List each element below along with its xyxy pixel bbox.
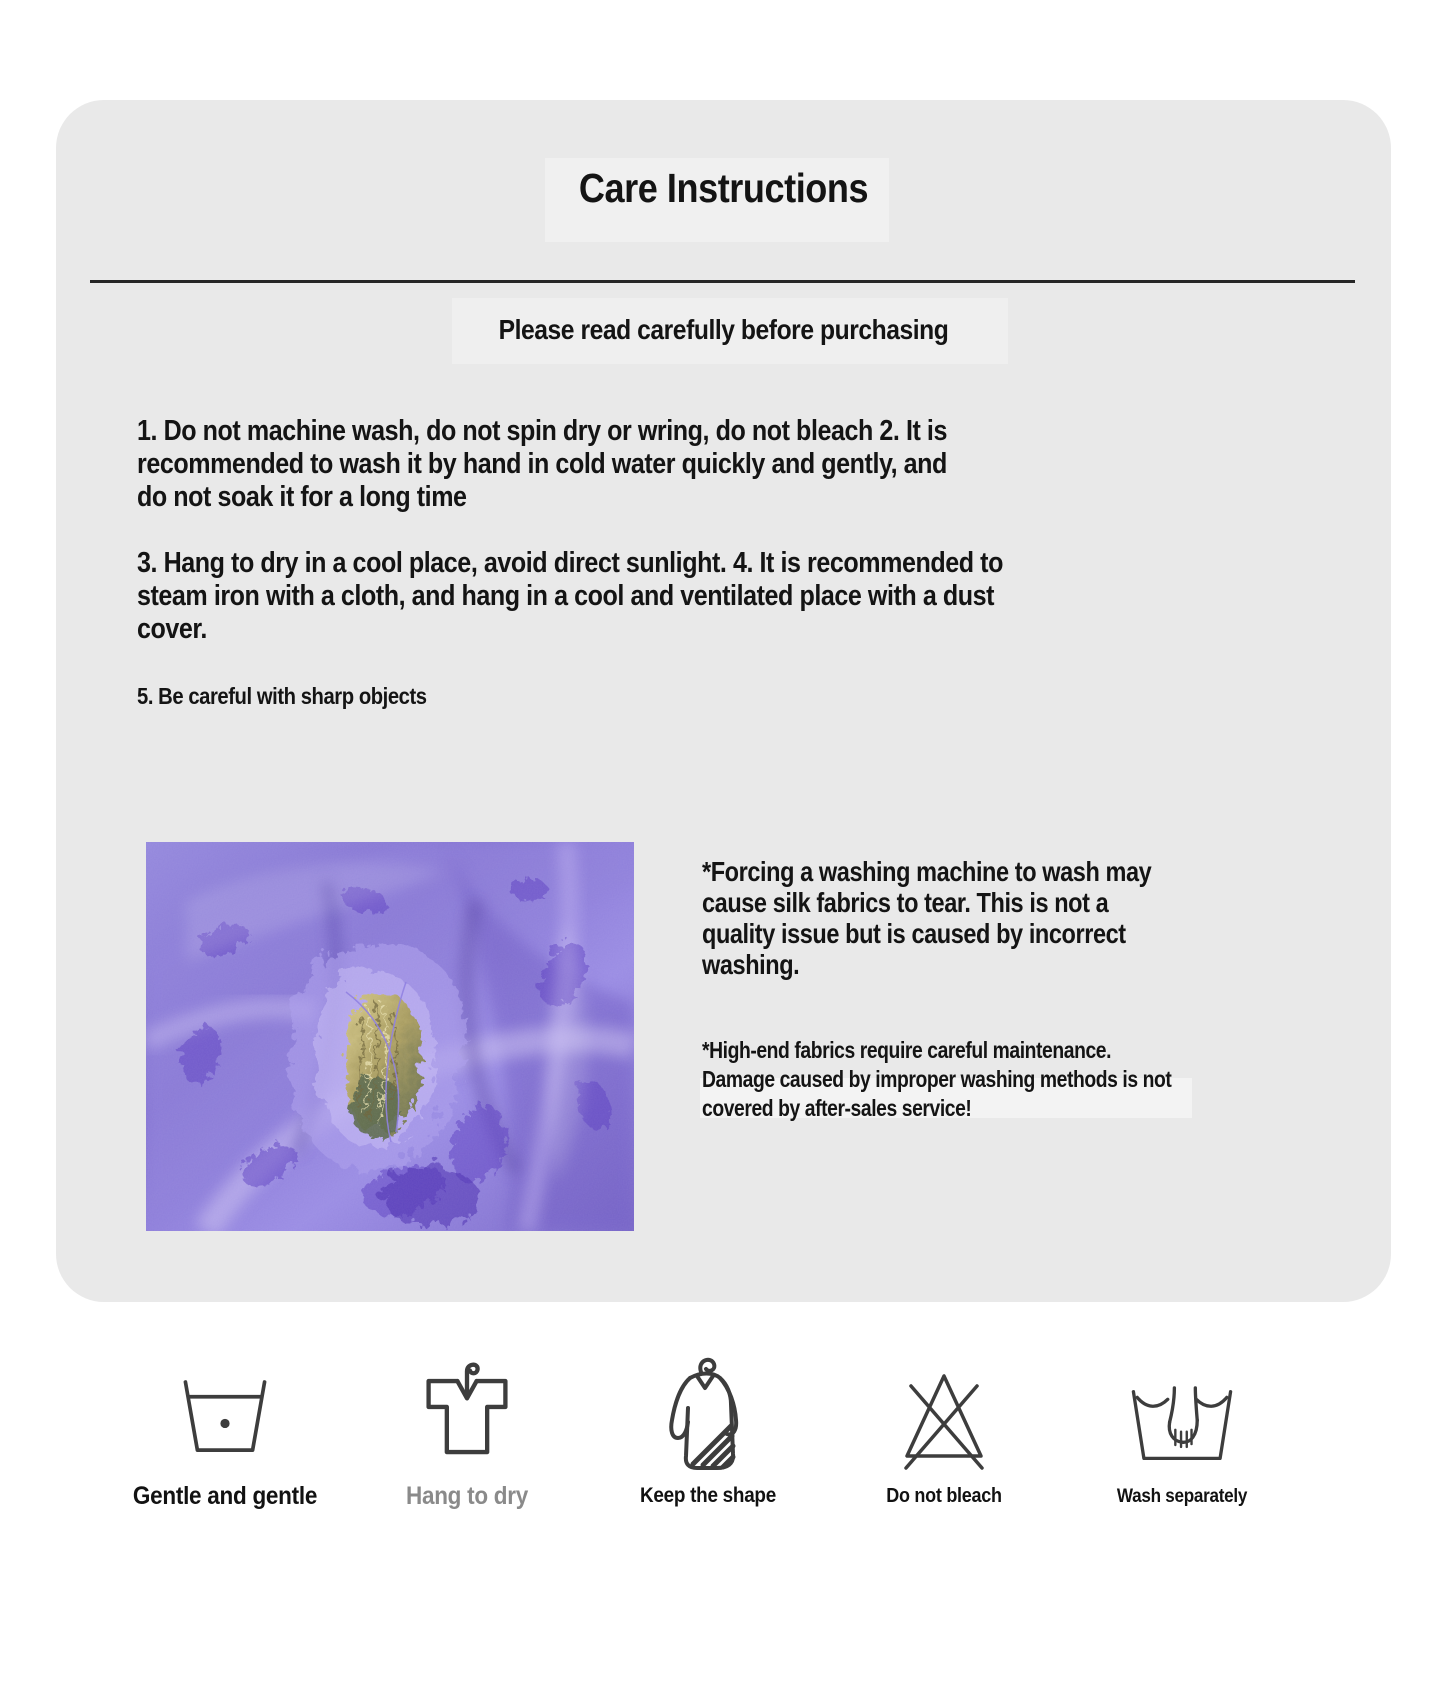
warning-line: *Forcing a washing machine to wash may [702, 856, 1152, 887]
warning-line: covered by after-sales service! [702, 1095, 972, 1121]
page-title: Care Instructions [578, 165, 869, 211]
do-not-bleach-icon [824, 1362, 1064, 1479]
icon-label-do-not-bleach: Do not bleach [886, 1485, 1002, 1507]
icon-label-keep-shape: Keep the shape [640, 1484, 776, 1507]
instruction-line: do not soak it for a long time [137, 481, 467, 513]
gentle-wash-icon [105, 1374, 345, 1465]
icon-label-wash-separately: Wash separately [1116, 1486, 1248, 1507]
instruction-line: 3. Hang to dry in a cool place, avoid direct sunlight. 4. It is recommended to [137, 547, 1003, 579]
warning-secondary [702, 1036, 1171, 1123]
instruction-line: recommended to wash it by hand in cold water quickly and gently, and [137, 448, 947, 480]
hang-dry-icon [347, 1350, 587, 1467]
instruction-line: 1. Do not machine wash, do not spin dry or wring, do not bleach 2. It is [137, 415, 947, 447]
instruction-line: steam iron with a cloth, and hang in a cool and ventilated place with a dust [137, 580, 995, 612]
keep-shape-icon [585, 1348, 825, 1477]
instruction-paragraph-1 [137, 415, 947, 514]
wash-separately-icon [1062, 1386, 1302, 1471]
warning-line: washing. [702, 949, 800, 980]
warning-line: *High-end fabrics require careful maintenance. [702, 1037, 1112, 1063]
warning-line: cause silk fabrics to tear. This is not a [702, 887, 1109, 918]
warning-line: quality issue but is caused by incorrect [702, 918, 1126, 949]
instruction-paragraph-3: 5. Be careful with sharp objects [137, 683, 427, 709]
icon-label-gentle: Gentle and gentle [132, 1482, 318, 1510]
icon-label-hang-dry: Hang to dry [405, 1482, 529, 1510]
warning-primary [702, 856, 1151, 980]
warning-line: Damage caused by improper washing methods is not [702, 1066, 1172, 1092]
instruction-line: cover. [137, 613, 207, 645]
instruction-paragraph-2 [137, 547, 1003, 646]
fabric-photo [146, 842, 634, 1231]
fabric-photo-art [146, 842, 634, 1231]
subtitle: Please read carefully before purchasing [498, 314, 949, 345]
divider-line [90, 280, 1355, 283]
